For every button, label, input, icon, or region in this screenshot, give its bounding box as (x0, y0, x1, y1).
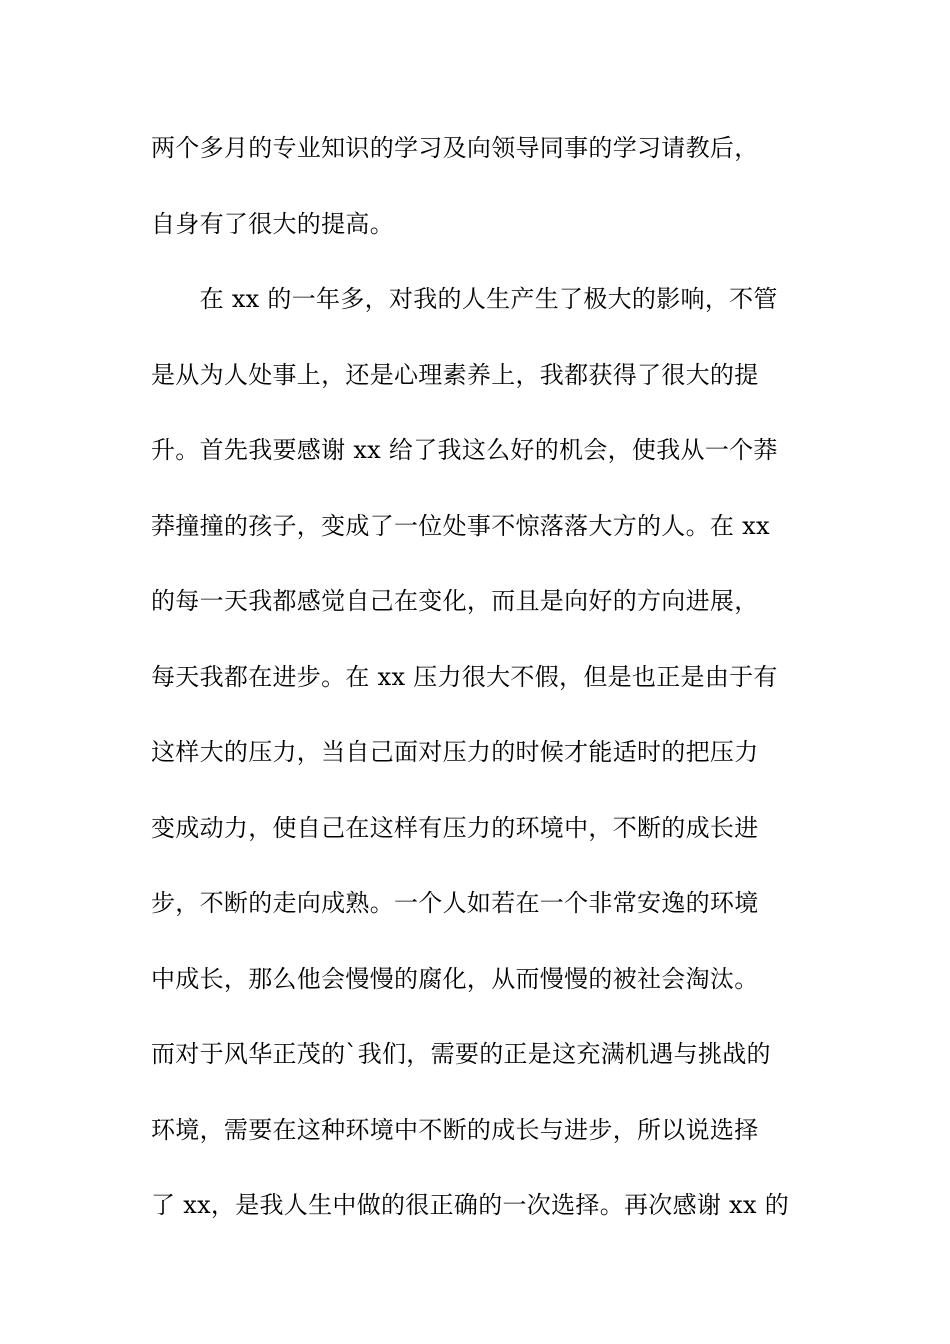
text-line: 是从为人处事上，还是心理素养上，我都获得了很大的提 (151, 360, 759, 389)
text-line: 在 xx 的一年多，对我的人生产生了极大的影响，不管 (151, 285, 778, 313)
text-line: 自身有了很大的提高。 (151, 209, 394, 238)
text-line: 了 xx，是我人生中做的很正确的一次选择。再次感谢 xx 的 (151, 1191, 790, 1219)
text-line: 升。首先我要感谢 xx 给了我这么好的机会，使我从一个莽 (151, 436, 778, 464)
text-line: 莽撞撞的孩子，变成了一位处事不惊落落大方的人。在 xx (151, 511, 770, 540)
text-line: 变成动力，使自己在这样有压力的环境中，不断的成长进 (151, 813, 759, 842)
text-line: 的每一天我都感觉自己在变化，而且是向好的方向进展， (151, 587, 759, 615)
text-line: 这样大的压力，当自己面对压力的时候才能适时的把压力 (151, 738, 759, 766)
text-line: 两个多月的专业知识的学习及向领导同事的学习请教后， (151, 134, 759, 162)
text-line: 步，不断的走向成熟。一个人如若在一个非常安逸的环境 (151, 889, 759, 917)
document-body (151, 128, 811, 1261)
text-line: 环境，需要在这种环境中不断的成长与进步，所以说选择 (151, 1115, 759, 1144)
text-line: 每天我都在进步。在 xx 压力很大不假，但是也正是由于有 (151, 662, 778, 691)
text-line: 中成长，那么他会慢慢的腐化，从而慢慢的被社会淘汰。 (151, 964, 759, 993)
text-line: 而对于风华正茂的`我们，需要的正是这充满机遇与挑战的 (151, 1040, 771, 1068)
